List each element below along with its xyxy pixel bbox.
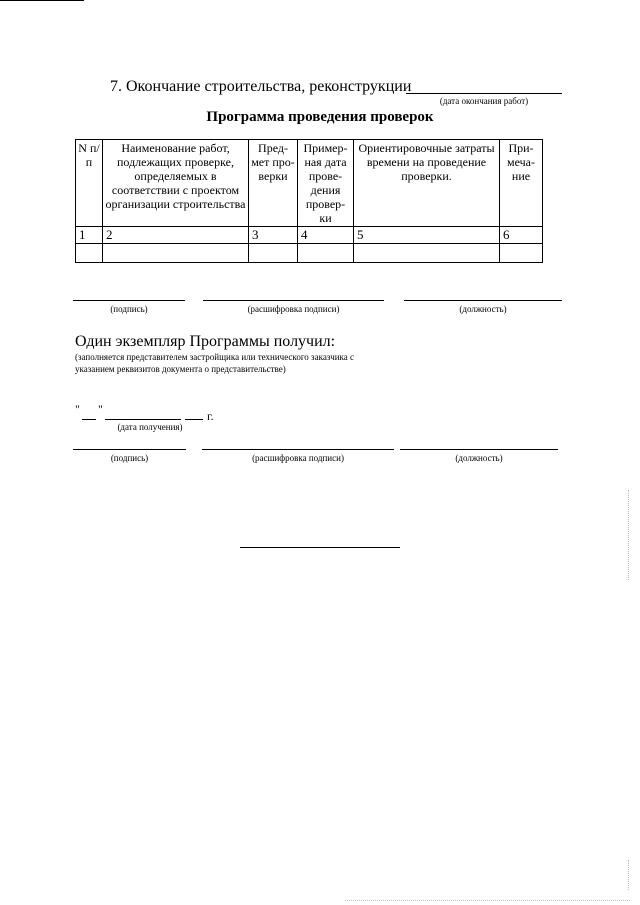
- position-caption: (должность): [459, 304, 507, 314]
- table-cell[interactable]: [249, 244, 298, 263]
- decode-line[interactable]: [202, 449, 394, 450]
- table-cell[interactable]: [76, 244, 103, 263]
- table-header-row: [76, 140, 543, 227]
- program-table: [75, 139, 543, 263]
- signature-line[interactable]: [73, 300, 185, 301]
- table-number-row: [76, 227, 543, 244]
- received-title: Один экземпляр Программы получил:: [75, 333, 336, 350]
- quote-open: ": [75, 402, 80, 416]
- decode-line[interactable]: [203, 300, 384, 301]
- year-line[interactable]: [185, 419, 203, 420]
- end-date-caption: (дата окончания работ): [439, 96, 529, 106]
- quote-close: ": [98, 402, 103, 416]
- decode-caption: (расшифровка подписи): [252, 453, 344, 463]
- position-line[interactable]: [404, 300, 562, 301]
- position-line[interactable]: [400, 449, 558, 450]
- table-cell[interactable]: [298, 244, 354, 263]
- scan-edge-artifact: [628, 860, 629, 890]
- decode-caption: (расшифровка подписи): [247, 304, 340, 314]
- number-cell: 5: [354, 227, 500, 244]
- header-cell: Наименование работ, подлежащих проверке, определяемых в соответствии с проектом организации строительства: [103, 140, 249, 227]
- signature-line[interactable]: [73, 449, 186, 450]
- header-cell: Пред-мет про-верки: [249, 140, 298, 227]
- day-line[interactable]: [82, 419, 96, 420]
- header-cell: N п/п: [76, 140, 103, 227]
- table-cell[interactable]: [500, 244, 543, 263]
- end-date-line: [406, 93, 562, 94]
- year-suffix: г.: [207, 409, 214, 423]
- top-divider-line: [0, 0, 84, 1]
- signature-caption: (подпись): [110, 304, 148, 314]
- closing-separator-line: [240, 547, 400, 548]
- position-caption: (должность): [455, 453, 503, 463]
- program-title: Программа проведения проверок: [206, 109, 434, 125]
- scan-bottom-artifact: [345, 900, 630, 901]
- received-note: (заполняется представителем застройщика или технического заказчика с указанием реквизитов документа о представительстве): [75, 352, 355, 374]
- number-cell: 2: [103, 227, 249, 244]
- month-line[interactable]: [105, 419, 181, 420]
- header-cell: При-меча-ние: [500, 140, 543, 227]
- table-cell[interactable]: [354, 244, 500, 263]
- number-cell: 4: [298, 227, 354, 244]
- header-cell: Ориентировочные затраты времени на проведение проверки.: [354, 140, 500, 227]
- scan-edge-artifact: [628, 490, 629, 580]
- number-cell: 1: [76, 227, 103, 244]
- header-cell: Пример-ная дата прове-дения провер-ки: [298, 140, 354, 227]
- table-row: [76, 244, 543, 263]
- number-cell: 6: [500, 227, 543, 244]
- section-title: 7. Окончание строительства, реконструкции: [110, 78, 412, 95]
- receipt-date-caption: (дата получения): [117, 422, 183, 432]
- table-cell[interactable]: [103, 244, 249, 263]
- signature-caption: (подпись): [110, 453, 149, 463]
- number-cell: 3: [249, 227, 298, 244]
